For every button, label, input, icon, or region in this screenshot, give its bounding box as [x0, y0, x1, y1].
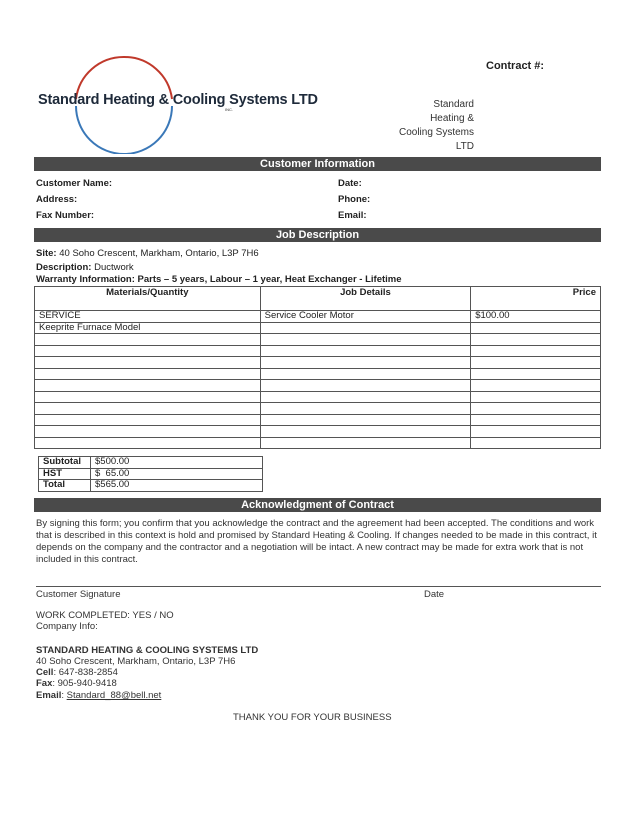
table-cell	[35, 391, 261, 403]
totals-label: HST	[39, 468, 91, 480]
footer-fax	[36, 678, 117, 689]
warranty-label: Warranty Information:	[36, 274, 135, 285]
thank-you-text: THANK YOU FOR YOUR BUSINESS	[233, 712, 392, 723]
signature-label: Customer Signature	[36, 589, 121, 600]
email-label: Email:	[338, 210, 367, 221]
table-cell	[260, 345, 471, 357]
table-cell	[471, 403, 601, 415]
table-cell	[35, 380, 261, 392]
footer-company-name: STANDARD HEATING & COOLING SYSTEMS LTD	[36, 645, 259, 656]
table-cell	[35, 345, 261, 357]
totals-row	[39, 480, 263, 492]
table-row	[35, 368, 601, 380]
table-cell	[471, 322, 601, 334]
table-row	[35, 391, 601, 403]
description-label: Description:	[36, 262, 92, 273]
column-header-price: Price	[471, 287, 601, 311]
site-value: 40 Soho Crescent, Markham, Ontario, L3P 7H6	[59, 248, 259, 259]
description-value: Ductwork	[94, 262, 134, 273]
table-row	[35, 322, 601, 334]
acknowledgment-header: Acknowledgment of Contract	[34, 498, 601, 512]
table-row	[35, 357, 601, 369]
table-row	[35, 414, 601, 426]
table-cell	[260, 426, 471, 438]
table-cell	[35, 357, 261, 369]
table-cell	[471, 380, 601, 392]
acknowledgment-text: By signing this form; you confirm that you acknowledge the contract and the agreement had been accepted. The conditions and work that is described in this context is hold and promised by Standard Heating & Cooling. If changes needed to be made in this contract, it depends on the company and the contractor and a negotiation will be intact. A new contract may be made for extra work that is not included in this contract.	[36, 518, 597, 565]
description-line	[36, 262, 134, 273]
table-cell	[35, 334, 261, 346]
table-cell	[35, 403, 261, 415]
table-cell: Keeprite Furnace Model	[35, 322, 261, 334]
company-line: Heating &	[430, 113, 474, 124]
footer-email	[36, 690, 161, 701]
work-completed-text: WORK COMPLETED: YES / NO	[36, 610, 174, 621]
table-cell	[35, 426, 261, 438]
totals-label: Total	[39, 480, 91, 492]
logo-inc-mark: INC.	[225, 107, 233, 112]
table-cell	[471, 368, 601, 380]
table-cell	[471, 414, 601, 426]
table-row	[35, 334, 601, 346]
company-line: Cooling Systems	[398, 127, 474, 138]
warranty-value: Parts – 5 years, Labour – 1 year, Heat Exchanger - Lifetime	[137, 274, 402, 285]
table-cell	[260, 357, 471, 369]
table-cell	[260, 380, 471, 392]
table-cell: $100.00	[471, 311, 601, 323]
signature-date-label: Date	[424, 589, 445, 600]
totals-value: $565.00	[91, 480, 263, 492]
totals-label: Subtotal	[39, 457, 91, 469]
customer-info-header: Customer Information	[34, 157, 601, 171]
email-separator: :	[61, 690, 67, 701]
footer-address: 40 Soho Crescent, Markham, Ontario, L3P 7H6	[36, 656, 236, 667]
totals-value: $ 65.00	[91, 468, 263, 480]
fax-value: : 905-940-9418	[52, 678, 117, 689]
table-cell	[471, 391, 601, 403]
table-cell	[35, 368, 261, 380]
column-header-materials: Materials/Quantity	[35, 287, 261, 311]
table-cell	[471, 345, 601, 357]
company-line: Standard	[433, 99, 474, 110]
totals-value: $500.00	[91, 457, 263, 469]
table-cell	[260, 391, 471, 403]
job-description-header: Job Description	[34, 228, 601, 242]
table-cell	[471, 426, 601, 438]
company-logo-text: Standard Heating & Cooling Systems LTD	[38, 92, 318, 108]
table-row	[35, 380, 601, 392]
table-cell	[260, 403, 471, 415]
cell-value: : 647-838-2854	[53, 667, 118, 678]
table-row	[35, 426, 601, 438]
company-line: LTD	[455, 141, 474, 152]
email-label-footer: Email	[36, 690, 62, 701]
date-label: Date:	[338, 178, 362, 189]
site-line	[36, 248, 259, 259]
phone-label: Phone:	[338, 194, 371, 205]
table-cell	[35, 414, 261, 426]
fax-label-footer: Fax	[36, 678, 53, 689]
table-row	[35, 311, 601, 323]
footer-cell	[36, 667, 118, 678]
address-label: Address:	[36, 194, 78, 205]
table-row	[35, 437, 601, 449]
totals-row	[39, 457, 263, 469]
customer-name-label: Customer Name:	[36, 178, 113, 189]
warranty-line	[36, 274, 402, 285]
signature-line[interactable]	[36, 586, 601, 587]
table-cell: SERVICE	[35, 311, 261, 323]
job-table	[34, 286, 601, 449]
totals-table	[38, 456, 263, 492]
email-link[interactable]: Standard_88@bell.net	[66, 690, 162, 701]
table-cell: Service Cooler Motor	[260, 311, 471, 323]
table-row	[35, 403, 601, 415]
site-label: Site:	[36, 248, 57, 259]
cell-label: Cell	[36, 667, 54, 678]
totals-row	[39, 468, 263, 480]
column-header-job-details: Job Details	[260, 287, 471, 311]
table-cell	[260, 334, 471, 346]
company-name-right	[380, 98, 474, 154]
table-cell	[260, 437, 471, 449]
table-cell	[471, 357, 601, 369]
table-cell	[471, 437, 601, 449]
table-cell	[471, 334, 601, 346]
table-cell	[260, 368, 471, 380]
company-info-label: Company Info:	[36, 621, 98, 632]
fax-label: Fax Number:	[36, 210, 95, 221]
table-row	[35, 345, 601, 357]
table-cell	[260, 322, 471, 334]
table-cell	[35, 437, 261, 449]
contract-number-label: Contract #:	[486, 60, 545, 72]
table-cell	[260, 414, 471, 426]
